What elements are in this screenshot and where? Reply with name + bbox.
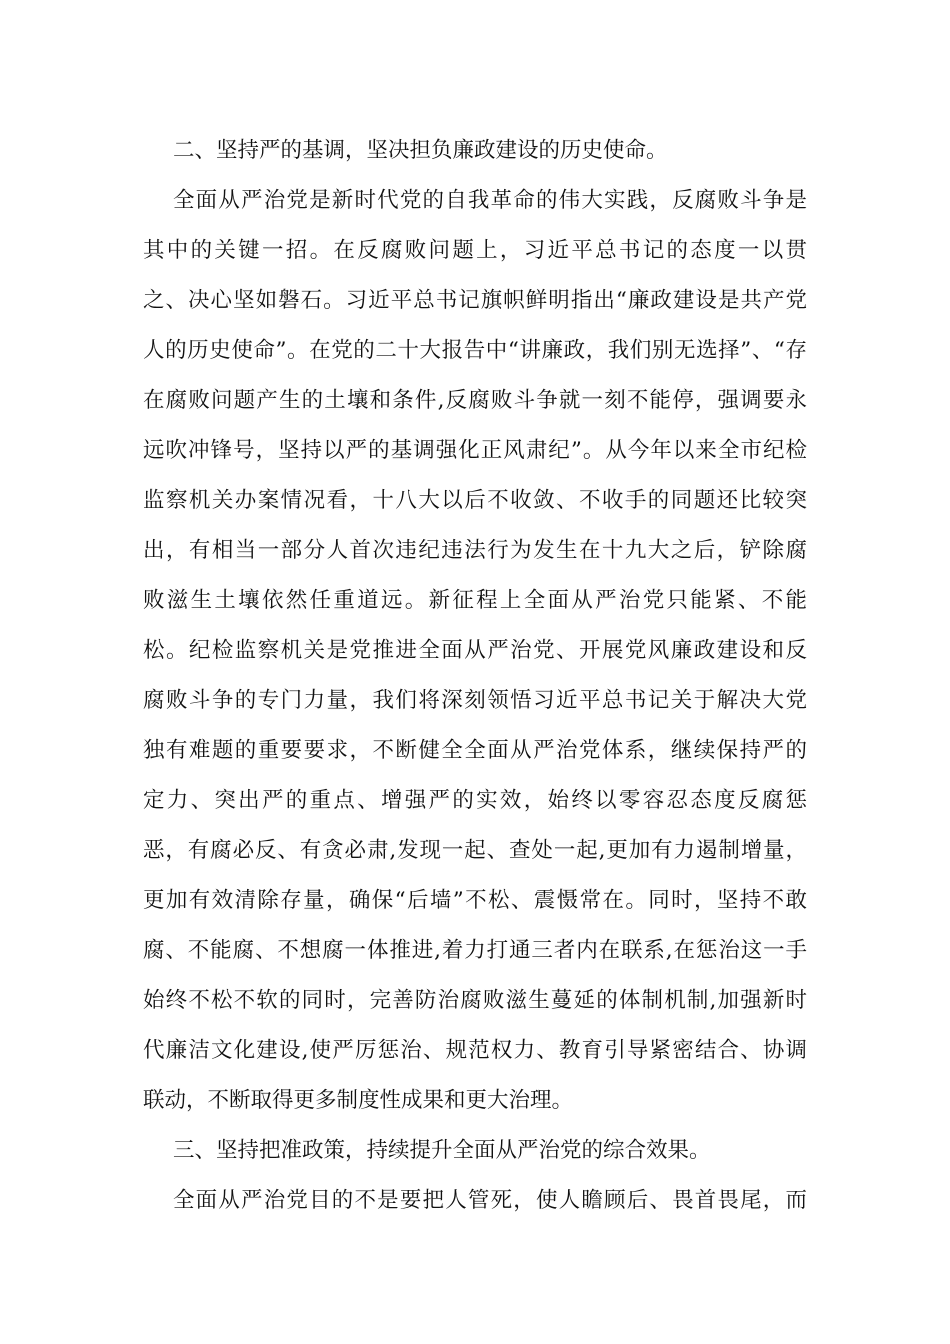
text-line: 在腐败问题产生的土壤和条件,反腐败斗争就一刻不能停，强调要永 xyxy=(143,388,807,413)
text-line: 全面从严治党是新时代党的自我革命的伟大实践，反腐败斗争是 xyxy=(173,188,807,213)
text-line: 恶，有腐必反、有贪必肃,发现一起、查处一起,更加有力遏制增量， xyxy=(143,838,807,863)
text-line: 独有难题的重要要求，不断健全全面从严治党体系，继续保持严的 xyxy=(143,738,807,763)
text-line: 腐败斗争的专门力量，我们将深刻领悟习近平总书记关于解决大党 xyxy=(143,688,807,713)
text-line: 联动，不断取得更多制度性成果和更大治理。 xyxy=(143,1088,574,1113)
text-line: 出，有相当一部分人首次违纪违法行为发生在十九大之后，铲除腐 xyxy=(143,538,807,563)
text-line: 远吹冲锋号，坚持以严的基调强化正风肃纪”。从今年以来全市纪检 xyxy=(143,438,807,463)
document-body xyxy=(143,126,807,1226)
text-line: 代廉洁文化建设,使严厉惩治、规范权力、教育引导紧密结合、协调 xyxy=(143,1038,807,1063)
text-line: 始终不松不软的同时，完善防治腐败滋生蔓延的体制机制,加强新时 xyxy=(143,988,807,1013)
text-line: 全面从严治党目的不是要把人管死，使人瞻顾后、畏首畏尾，而 xyxy=(173,1188,807,1213)
text-line: 其中的关键一招。在反腐败问题上，习近平总书记的态度一以贯 xyxy=(143,238,807,263)
text-line: 二、坚持严的基调，坚决担负廉政建设的历史使命。 xyxy=(173,138,668,163)
text-line: 更加有效清除存量，确保“后墙”不松、震慑常在。同时，坚持不敢 xyxy=(143,888,807,913)
text-line: 三、坚持把准政策，持续提升全面从严治党的综合效果。 xyxy=(173,1138,711,1163)
text-line: 人的历史使命”。在党的二十大报告中“讲廉政，我们别无选择”、“存 xyxy=(143,338,807,363)
text-line: 之、决心坚如磐石。习近平总书记旗帜鲜明指出“廉政建设是共产党 xyxy=(143,288,807,313)
text-line: 腐、不能腐、不想腐一体推进,着力打通三者内在联系,在惩治这一手 xyxy=(143,938,807,963)
text-line: 定力、突出严的重点、增强严的实效，始终以零容忍态度反腐惩 xyxy=(143,788,807,813)
text-line: 监察机关办案情况看，十八大以后不收敛、不收手的同题还比较突 xyxy=(143,488,807,513)
text-line: 败滋生土壤依然任重道远。新征程上全面从严治党只能紧、不能 xyxy=(143,588,807,613)
text-line: 松。纪检监察机关是党推进全面从严治党、开展党风廉政建设和反 xyxy=(143,638,807,663)
